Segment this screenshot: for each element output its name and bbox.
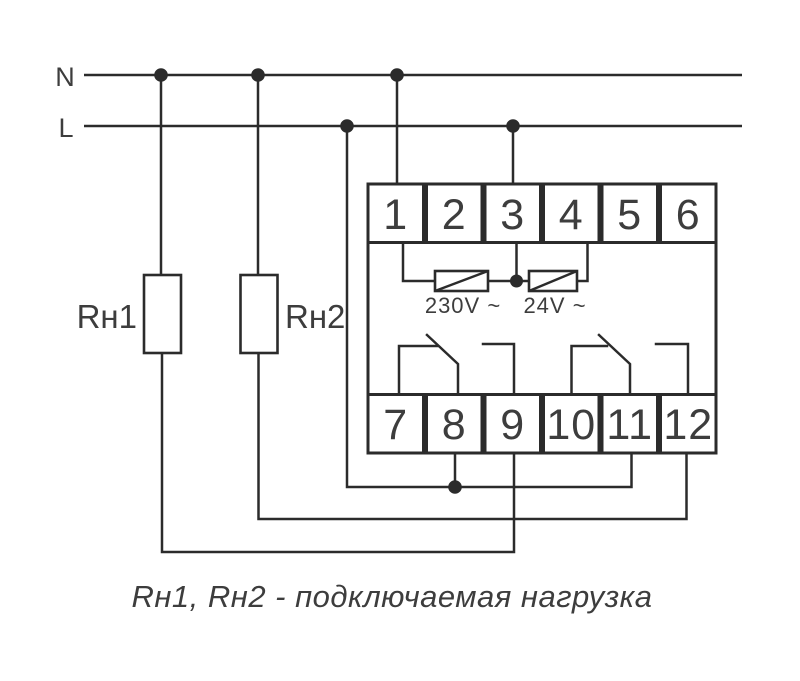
load1-label: Rн1 [76,298,137,335]
terminal-number-3: 3 [500,191,526,239]
junction-dot [448,480,462,494]
load2-resistor-box [241,275,278,353]
junction-dot [510,275,523,288]
terminal-number-12: 12 [663,401,714,449]
terminal-number-6: 6 [675,191,701,239]
terminal-number-8: 8 [441,401,467,449]
terminal-number-2: 2 [441,191,467,239]
coil-24v-label: 24V ~ [523,293,587,318]
line-rail-label: L [58,113,74,143]
terminal-number-1: 1 [383,191,409,239]
terminal-number-4: 4 [558,191,584,239]
junction-dot [251,68,265,82]
terminal-number-9: 9 [500,401,526,449]
diagram-caption: Rн1, Rн2 - подключаемая нагрузка [131,579,653,614]
load2-label: Rн2 [285,298,346,335]
junction-dot [340,119,354,133]
junction-dot [390,68,404,82]
terminal-number-7: 7 [383,401,409,449]
junction-dot [154,68,168,82]
terminal-number-5: 5 [617,191,643,239]
neutral-rail-label: N [55,62,75,92]
terminal-number-11: 11 [606,401,654,449]
load1-resistor-box [144,275,181,353]
terminal-number-10: 10 [546,401,597,449]
junction-dot [506,119,520,133]
coil-230v-label: 230V ~ [424,293,502,318]
